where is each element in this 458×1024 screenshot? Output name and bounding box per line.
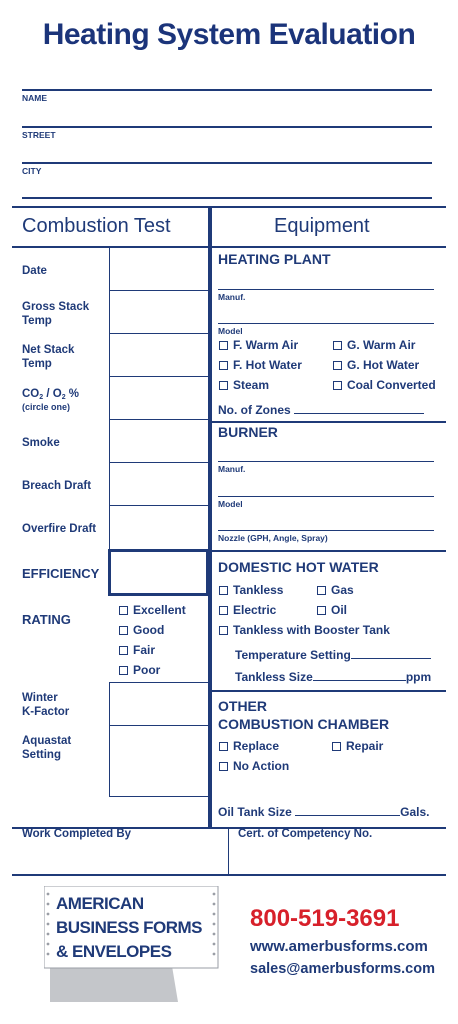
name-label: NAME <box>22 93 48 103</box>
heating-plant-heading: HEATING PLANT <box>218 251 331 267</box>
checkbox-icon[interactable] <box>333 361 342 370</box>
option-repair[interactable]: Repair <box>332 739 383 753</box>
street-line[interactable] <box>22 126 432 128</box>
efficiency-input-box[interactable] <box>108 549 209 596</box>
logo-line-2: BUSINESS FORMS <box>56 918 203 937</box>
burner-divider <box>212 421 446 423</box>
option-g-warm-air[interactable]: G. Warm Air <box>333 338 415 352</box>
dhw-divider <box>212 550 446 552</box>
date-input-box[interactable] <box>109 247 209 291</box>
cert-label: Cert. of Competency No. <box>238 828 373 840</box>
smoke-label: Smoke <box>22 437 60 449</box>
overfire-draft-input-box[interactable] <box>109 505 209 550</box>
option-tankless[interactable]: Tankless <box>219 583 283 597</box>
checkbox-icon[interactable] <box>219 586 228 595</box>
oil-tank-field[interactable] <box>218 805 430 819</box>
nozzle-line[interactable] <box>218 530 434 531</box>
efficiency-label: EFFICIENCY <box>22 566 100 581</box>
logo-line-3: & ENVELOPES <box>56 942 172 961</box>
checkbox-icon[interactable] <box>317 586 326 595</box>
company-logo <box>44 886 220 1004</box>
zones-line[interactable] <box>294 403 424 414</box>
checkbox-icon[interactable] <box>219 626 228 635</box>
rating-poor[interactable]: Poor <box>119 663 160 677</box>
option-tankless-booster[interactable]: Tankless with Booster Tank <box>219 623 390 637</box>
oil-tank-label: Oil Tank Size <box>218 805 292 819</box>
work-completed-label: Work Completed By <box>22 828 132 840</box>
city-label: CITY <box>22 166 42 176</box>
combustion-chamber-heading: COMBUSTION CHAMBER <box>218 716 390 732</box>
rating-excellent[interactable]: Excellent <box>119 603 186 617</box>
checkbox-icon[interactable] <box>219 606 228 615</box>
combustion-heading: Combustion Test <box>22 215 171 237</box>
breach-draft-label: Breach Draft <box>22 480 92 492</box>
aquastat-label: Aquastat Setting <box>22 735 72 761</box>
burner-heading: BURNER <box>218 424 278 440</box>
option-coal-converted[interactable]: Coal Converted <box>333 378 436 392</box>
city-line[interactable] <box>22 162 432 164</box>
name-line[interactable] <box>22 89 432 91</box>
option-no-action[interactable]: No Action <box>219 759 289 773</box>
option-f-warm-air[interactable]: F. Warm Air <box>219 338 298 352</box>
checkbox-icon[interactable] <box>219 341 228 350</box>
option-g-hot-water[interactable]: G. Hot Water <box>333 358 419 372</box>
co2-o2-input-box[interactable] <box>109 376 209 420</box>
gals-label: Gals. <box>400 805 430 819</box>
equipment-heading-rule <box>212 246 446 248</box>
aquastat-input-box[interactable] <box>109 725 209 797</box>
rating-good[interactable]: Good <box>119 623 164 637</box>
page-title: Heating System Evaluation <box>42 18 416 51</box>
checkbox-icon[interactable] <box>332 742 341 751</box>
checkbox-icon[interactable] <box>219 742 228 751</box>
option-oil[interactable]: Oil <box>317 603 347 617</box>
checkbox-icon[interactable] <box>119 646 128 655</box>
phone-number: 800-519-3691 <box>250 905 400 932</box>
option-gas[interactable]: Gas <box>317 583 354 597</box>
burner-model-label: Model <box>218 499 243 509</box>
signature-divider <box>228 828 229 875</box>
circle-one-note: (circle one) <box>22 402 71 412</box>
checkbox-icon[interactable] <box>119 626 128 635</box>
overfire-draft-label: Overfire Draft <box>22 523 97 535</box>
smoke-input-box[interactable] <box>109 419 209 463</box>
co2-o2-label: $CO_2 / O_2$ % <box>22 388 80 401</box>
winter-k-factor-label: Winter K-Factor <box>22 692 70 718</box>
burner-manuf-label: Manuf. <box>218 464 246 474</box>
zones-field[interactable] <box>218 403 424 417</box>
option-steam[interactable]: Steam <box>219 378 269 392</box>
breach-draft-input-box[interactable] <box>109 462 209 506</box>
rating-fair[interactable]: Fair <box>119 643 155 657</box>
other-divider <box>212 690 446 692</box>
burner-model-line[interactable] <box>218 496 434 497</box>
net-stack-input-box[interactable] <box>109 333 209 377</box>
gross-stack-input-box[interactable] <box>109 290 209 334</box>
checkbox-icon[interactable] <box>333 381 342 390</box>
winter-k-factor-input-box[interactable] <box>109 682 209 726</box>
checkbox-icon[interactable] <box>317 606 326 615</box>
dhw-heading: DOMESTIC HOT WATER <box>218 559 379 575</box>
street-label: STREET <box>22 130 56 140</box>
burner-manuf-line[interactable] <box>218 461 434 462</box>
temperature-setting-field[interactable] <box>235 648 431 662</box>
option-f-hot-water[interactable]: F. Hot Water <box>219 358 302 372</box>
temperature-setting-line[interactable] <box>351 648 431 659</box>
plant-model-line[interactable] <box>218 323 434 324</box>
ppm-label: ppm <box>405 670 432 684</box>
checkbox-icon[interactable] <box>333 341 342 350</box>
tankless-size-field[interactable] <box>235 670 431 684</box>
email-link[interactable]: sales@amerbusforms.com <box>250 961 435 977</box>
temperature-setting-label: Temperature Setting <box>235 648 351 662</box>
grid-top-border <box>12 206 446 208</box>
gross-stack-label: Gross Stack Temp <box>22 301 90 327</box>
extra-line[interactable] <box>22 197 432 199</box>
equipment-heading: Equipment <box>274 215 370 237</box>
zones-label: No. of Zones <box>218 403 291 417</box>
tankless-size-line[interactable] <box>313 670 406 681</box>
checkbox-icon[interactable] <box>119 666 128 675</box>
rating-label: RATING <box>22 612 71 627</box>
tankless-size-label: Tankless Size <box>235 670 313 684</box>
option-electric[interactable]: Electric <box>219 603 276 617</box>
checkbox-icon[interactable] <box>219 762 228 771</box>
date-label: Date <box>22 265 47 277</box>
option-replace[interactable]: Replace <box>219 739 279 753</box>
plant-manuf-label: Manuf. <box>218 292 246 302</box>
oil-tank-line[interactable] <box>295 805 400 816</box>
checkbox-icon[interactable] <box>219 361 228 370</box>
other-heading: OTHER <box>218 698 267 714</box>
checkbox-icon[interactable] <box>119 606 128 615</box>
plant-model-label: Model <box>218 326 243 336</box>
logo-line-1: AMERICAN <box>56 894 144 913</box>
net-stack-label: Net Stack Temp <box>22 344 75 370</box>
plant-manuf-line[interactable] <box>218 289 434 290</box>
footer-top-border <box>12 874 446 876</box>
checkbox-icon[interactable] <box>219 381 228 390</box>
website-link[interactable]: www.amerbusforms.com <box>250 938 428 955</box>
nozzle-label: Nozzle (GPH, Angle, Spray) <box>218 533 328 543</box>
